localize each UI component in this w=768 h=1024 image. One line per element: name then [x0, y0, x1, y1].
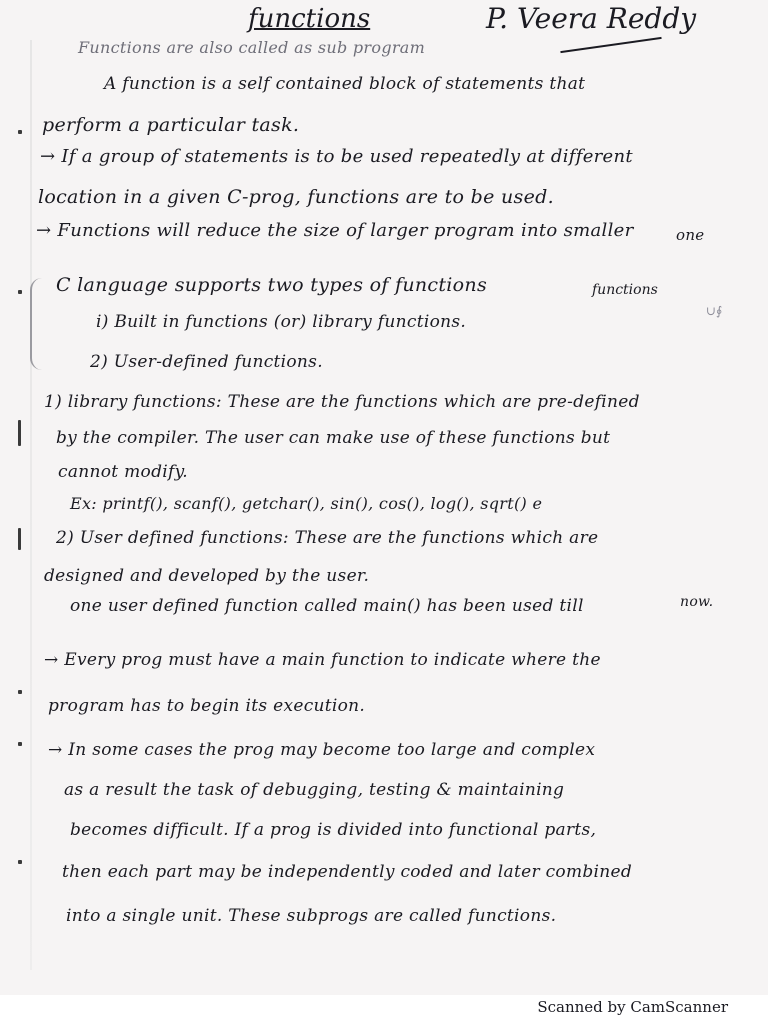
note-line: becomes difficult. If a prog is divided into functional parts, — [70, 820, 597, 840]
note-line: cannot modify. — [58, 462, 188, 482]
binding-hole — [18, 742, 22, 746]
note-line: into a single unit. These subprogs are called functions. — [66, 906, 557, 926]
binding-mark — [18, 528, 21, 550]
note-line: C language supports two types of functions — [56, 274, 487, 296]
author-name: P. Veera Reddy — [486, 2, 697, 35]
note-line: designed and developed by the user. — [44, 566, 370, 586]
note-line: → If a group of statements is to be used repeatedly at different — [40, 146, 633, 167]
margin-line — [30, 40, 32, 970]
margin-scribble: ∪∮ — [706, 304, 723, 318]
note-line: 1) library functions: These are the functions which are pre-defined — [44, 392, 640, 412]
note-line: then each part may be independently coded and later combined — [62, 862, 633, 882]
note-line: 2) User-defined functions. — [90, 352, 323, 372]
binding-hole — [18, 860, 22, 864]
scanner-watermark: Scanned by CamScanner — [537, 998, 728, 1016]
binding-hole — [18, 690, 22, 694]
page-title: functions — [248, 4, 371, 34]
note-line: → In some cases the prog may become too large and complex — [48, 740, 596, 760]
note-line: now. — [680, 594, 714, 610]
margin-note: functions — [592, 282, 658, 298]
note-line: as a result the task of debugging, testing & maintaining — [64, 780, 565, 800]
note-line: perform a particular task. — [42, 114, 300, 136]
note-line: i) Built in functions (or) library functions. — [96, 312, 467, 332]
note-line: program has to begin its execution. — [48, 696, 366, 716]
note-line: Functions are also called as sub program — [78, 38, 426, 57]
note-line: by the compiler. The user can make use of these functions but — [56, 428, 611, 448]
brace-mark — [30, 278, 50, 370]
binding-mark — [18, 420, 21, 446]
note-line: location in a given C-prog, functions are to be used. — [38, 186, 554, 208]
note-line: → Functions will reduce the size of larger program into smaller — [36, 220, 634, 241]
note-line: → Every prog must have a main function to indicate where the — [44, 650, 601, 670]
note-line: Ex: printf(), scanf(), getchar(), sin(), cos(), log(), sqrt() e — [70, 494, 543, 513]
note-line: A function is a self contained block of statements that — [104, 74, 586, 94]
note-line: one user defined function called main() has been used till — [70, 596, 584, 616]
author-underline — [560, 37, 661, 53]
note-line: 2) User defined functions: These are the functions which are — [56, 528, 599, 548]
note-line: one — [676, 226, 705, 244]
binding-hole — [18, 290, 22, 294]
binding-hole — [18, 130, 22, 134]
